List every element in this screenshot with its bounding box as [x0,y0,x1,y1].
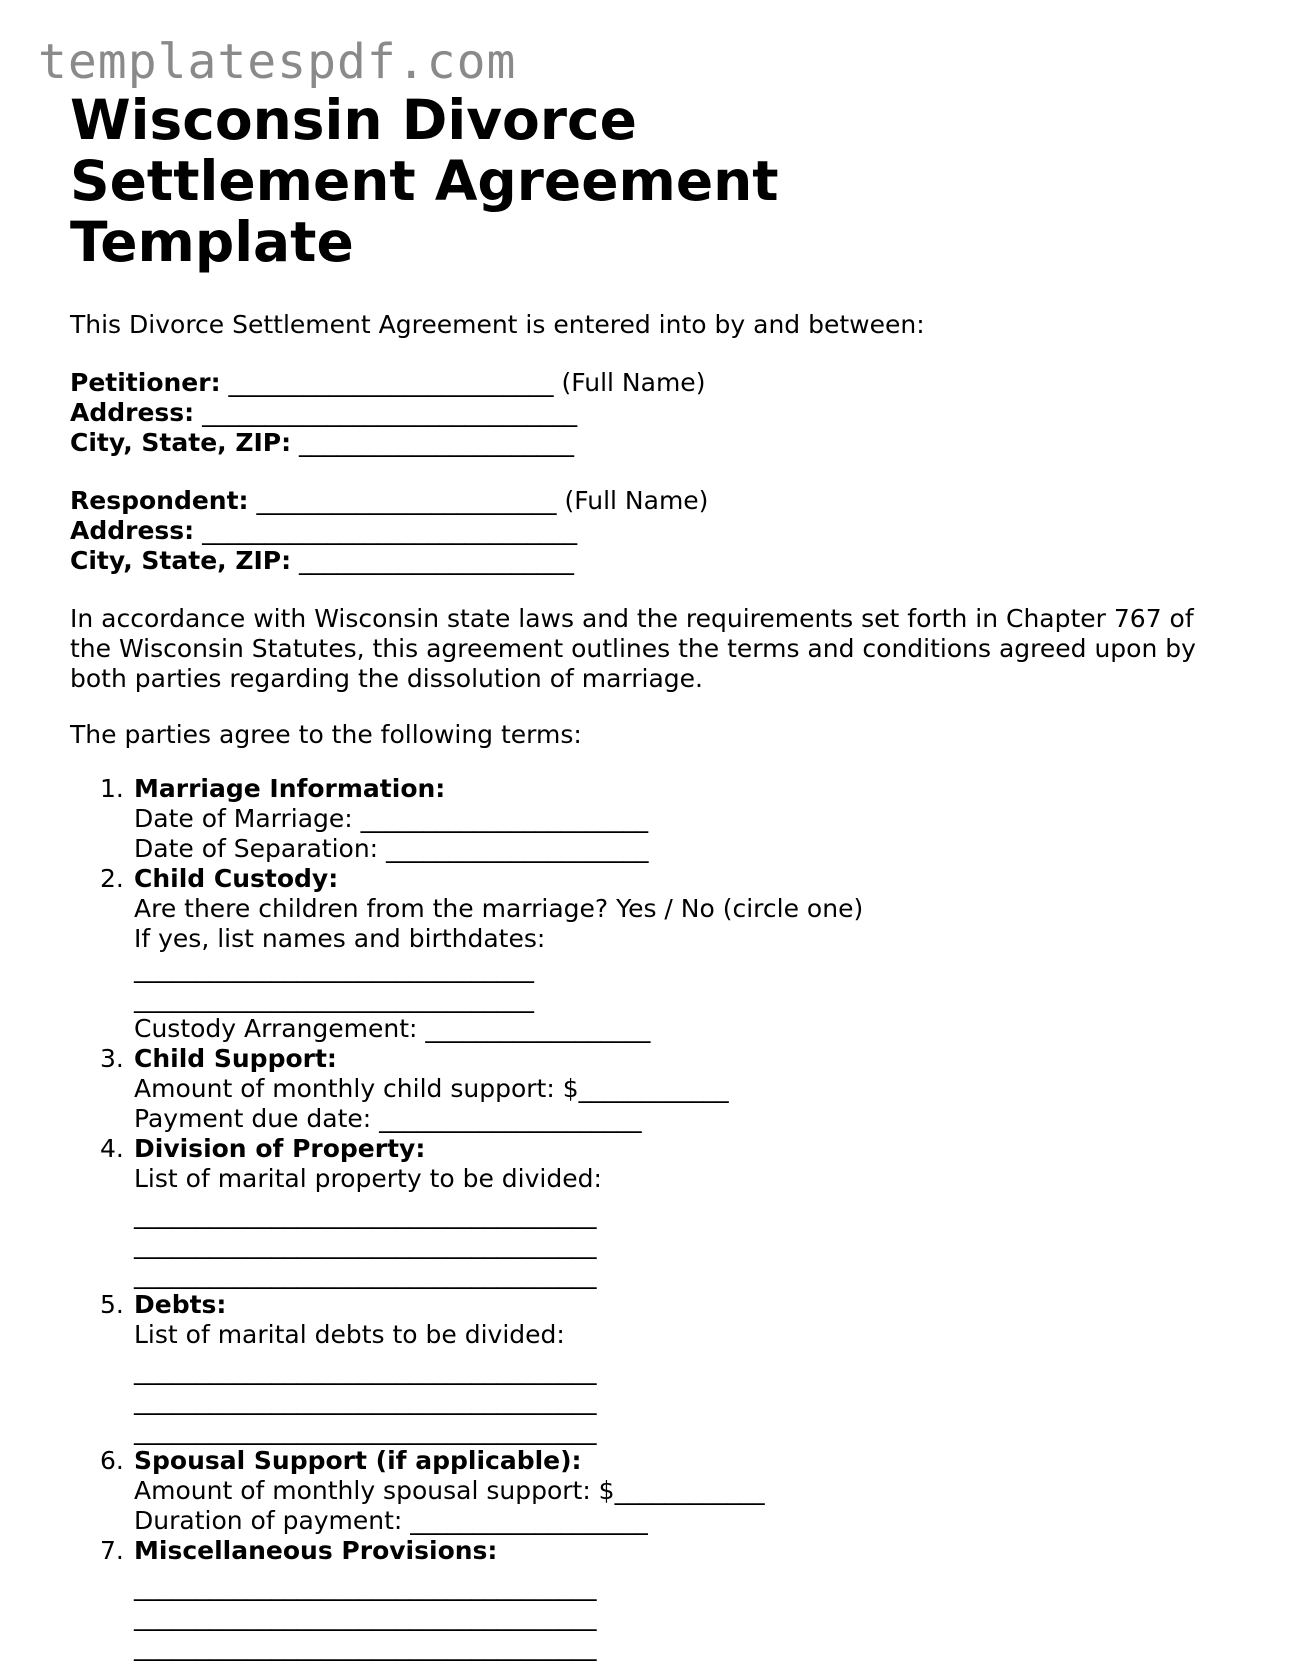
respondent-name-hint: (Full Name) [564,486,709,515]
term-division-of-property [70,1134,1230,1290]
statutes-paragraph: In accordance with Wisconsin state laws and the requirements set forth in Chapter 767 of the Wisconsin Statutes, this agreement outlines the terms and conditions agreed upon by both parties regarding the dissolution of marriage. [70,604,1196,693]
respondent-address-label: Address: [70,516,195,545]
petitioner-block [70,368,1230,458]
debts-list-blank[interactable]: _____________________________________ [134,1356,597,1385]
petitioner-city-label: City, State, ZIP: [70,428,292,457]
date-of-marriage-field[interactable]: Date of Marriage: _______________________ [134,804,649,833]
petitioner-address-field[interactable]: ______________________________ [194,398,578,427]
term-title: Division of Property: [134,1134,426,1163]
respondent-name-field[interactable]: ________________________ [248,486,565,515]
term-marriage-information [70,774,1230,864]
term-miscellaneous-provisions [70,1536,1230,1662]
document-page [70,90,1230,1662]
respondent-city-row [70,546,1230,576]
spousal-support-amount-field[interactable]: Amount of monthly spousal support: $____________ [134,1476,765,1505]
document-title: Wisconsin Divorce Settlement Agreement Template [70,88,779,274]
petitioner-city-field[interactable]: ______________________ [291,428,575,457]
term-title: Spousal Support (if applicable): [134,1446,582,1475]
term-title: Marriage Information: [134,774,446,803]
petitioner-name-row [70,368,1230,398]
provisions-blank[interactable]: _____________________________________ [134,1602,597,1631]
respondent-city-field[interactable]: ______________________ [291,546,575,575]
term-debts [70,1290,1230,1446]
term-number: 3. [100,1044,124,1073]
respondent-address-field[interactable]: ______________________________ [194,516,578,545]
debts-list-blank[interactable]: _____________________________________ [134,1416,597,1445]
respondent-block [70,486,1230,576]
respondent-city-label: City, State, ZIP: [70,546,292,575]
petitioner-city-row [70,428,1230,458]
debts-list-prompt: List of marital debts to be divided: [134,1320,565,1349]
terms-list [70,774,1230,1662]
term-number: 2. [100,864,124,893]
term-number: 5. [100,1290,124,1319]
petitioner-address-row [70,398,1230,428]
respondent-address-row [70,516,1230,546]
property-list-blank[interactable]: _____________________________________ [134,1260,597,1289]
term-number: 1. [100,774,124,803]
terms-lead: The parties agree to the following terms: [70,720,582,749]
petitioner-address-label: Address: [70,398,195,427]
petitioner-name-hint: (Full Name) [561,368,706,397]
children-list-prompt: If yes, list names and birthdates: [134,924,546,953]
term-child-support [70,1044,1230,1134]
child-support-amount-field[interactable]: Amount of monthly child support: $____________ [134,1074,729,1103]
property-list-blank[interactable]: _____________________________________ [134,1230,597,1259]
petitioner-label: Petitioner: [70,368,221,397]
term-title: Debts: [134,1290,227,1319]
intro-text: This Divorce Settlement Agreement is entered into by and between: [70,310,925,339]
property-list-prompt: List of marital property to be divided: [134,1164,602,1193]
term-number: 6. [100,1446,124,1475]
term-title: Child Support: [134,1044,337,1073]
term-number: 4. [100,1134,124,1163]
children-list-blank[interactable]: ________________________________ [134,954,534,983]
property-list-blank[interactable]: _____________________________________ [134,1200,597,1229]
respondent-label: Respondent: [70,486,249,515]
term-title: Miscellaneous Provisions: [134,1536,498,1565]
term-number: 7. [100,1536,124,1565]
custody-arrangement-field[interactable]: Custody Arrangement: __________________ [134,1014,651,1043]
duration-of-payment-field[interactable]: Duration of payment: ___________________ [134,1506,648,1535]
provisions-blank[interactable]: _____________________________________ [134,1572,597,1601]
petitioner-name-field[interactable]: __________________________ [220,368,562,397]
term-spousal-support [70,1446,1230,1536]
debts-list-blank[interactable]: _____________________________________ [134,1386,597,1415]
respondent-name-row [70,486,1230,516]
term-title: Child Custody: [134,864,339,893]
provisions-blank[interactable]: _____________________________________ [134,1632,597,1661]
date-of-separation-field[interactable]: Date of Separation: _____________________ [134,834,649,863]
children-list-blank[interactable]: ________________________________ [134,984,534,1013]
children-question[interactable]: Are there children from the marriage? Yes / No (circle one) [134,894,864,923]
term-child-custody [70,864,1230,1044]
payment-due-date-field[interactable]: Payment due date: _____________________ [134,1104,642,1133]
watermark: templatespdf.com [38,34,517,90]
